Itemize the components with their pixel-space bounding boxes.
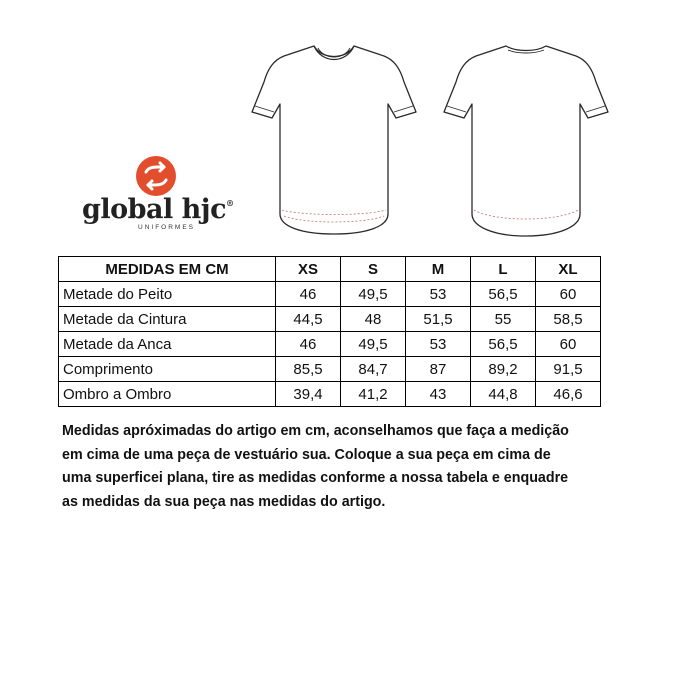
- cell-value: 87: [406, 357, 471, 382]
- cell-value: 56,5: [471, 332, 536, 357]
- header-size-m: M: [406, 257, 471, 282]
- brand-wordmark: global hjc®: [82, 194, 234, 225]
- cell-value: 60: [536, 332, 601, 357]
- table-header-row: [59, 257, 601, 282]
- registered-mark: ®: [226, 198, 234, 208]
- cell-value: 58,5: [536, 307, 601, 332]
- cell-value: 53: [406, 332, 471, 357]
- header-measure: MEDIDAS EM CM: [59, 257, 276, 282]
- cell-value: 91,5: [536, 357, 601, 382]
- header-size-l: L: [471, 257, 536, 282]
- cell-value: 84,7: [341, 357, 406, 382]
- header-size-xl: XL: [536, 257, 601, 282]
- cell-value: 53: [406, 282, 471, 307]
- swap-arrows-icon: [136, 156, 176, 196]
- cell-value: 46: [276, 332, 341, 357]
- cell-value: 49,5: [341, 332, 406, 357]
- header-size-xs: XS: [276, 257, 341, 282]
- row-label: Ombro a Ombro: [59, 382, 276, 407]
- note-line: Medidas apróximadas do artigo em cm, aconselhamos que faça a medição: [62, 423, 569, 439]
- cell-value: 56,5: [471, 282, 536, 307]
- cell-value: 46,6: [536, 382, 601, 407]
- cell-value: 55: [471, 307, 536, 332]
- cell-value: 46: [276, 282, 341, 307]
- table-row: [59, 332, 601, 357]
- brand-tagline: UNIFORMES: [138, 224, 195, 231]
- table-row: [59, 282, 601, 307]
- row-label: Metade da Cintura: [59, 307, 276, 332]
- row-label: Metade do Peito: [59, 282, 276, 307]
- cell-value: 89,2: [471, 357, 536, 382]
- brand-logo: [80, 156, 240, 236]
- note-line: uma superficei plana, tire as medidas conforme a nossa tabela e enquadre: [62, 470, 569, 486]
- cell-value: 39,4: [276, 382, 341, 407]
- table-row: [59, 382, 601, 407]
- cell-value: 44,5: [276, 307, 341, 332]
- cell-value: 49,5: [341, 282, 406, 307]
- note-line: em cima de uma peça de vestuário sua. Coloque a sua peça em cima de: [62, 446, 551, 463]
- cell-value: 48: [341, 307, 406, 332]
- cell-value: 41,2: [341, 382, 406, 407]
- size-chart-table: [58, 256, 601, 407]
- table-row: [59, 307, 601, 332]
- cell-value: 43: [406, 382, 471, 407]
- note-line: as medidas da sua peça nas medidas do artigo.: [62, 493, 386, 510]
- row-label: Metade da Anca: [59, 332, 276, 357]
- measurement-note: [62, 420, 602, 514]
- row-label: Comprimento: [59, 357, 276, 382]
- header-size-s: S: [341, 257, 406, 282]
- cell-value: 44,8: [471, 382, 536, 407]
- table-row: [59, 357, 601, 382]
- cell-value: 60: [536, 282, 601, 307]
- tshirt-front-illustration: [244, 38, 424, 248]
- cell-value: 51,5: [406, 307, 471, 332]
- cell-value: 85,5: [276, 357, 341, 382]
- tshirt-back-illustration: [436, 38, 616, 248]
